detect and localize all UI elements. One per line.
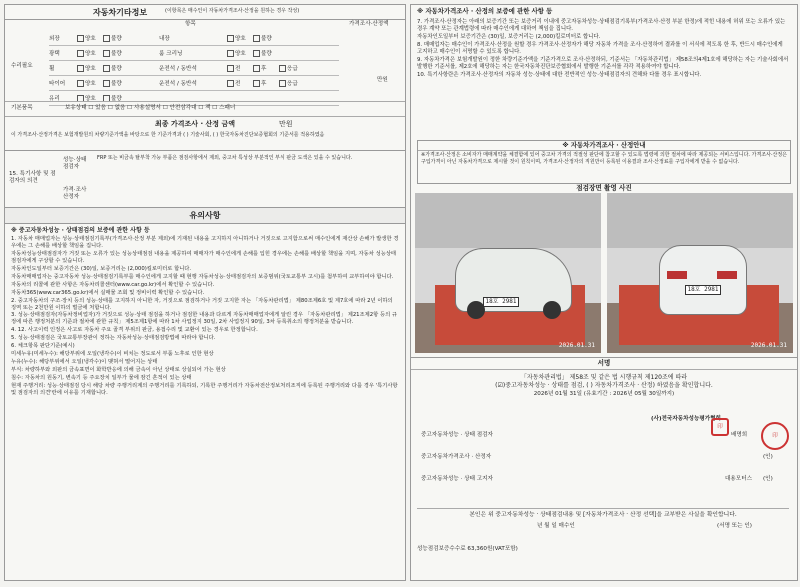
- repair-item-label: 광택: [49, 51, 60, 57]
- receipt-block: [417, 508, 789, 537]
- guarantee-item: 자동차인도일부터 보증기간은 (30)일, 보증거리는 (2,000)킬로미터로 합니다.: [417, 34, 601, 40]
- repair-option[interactable]: 불량: [103, 79, 122, 87]
- notes-block: [5, 225, 405, 581]
- final-price-unit: 만원: [279, 120, 293, 128]
- repair-sub-label: 룸 크리닝: [159, 51, 183, 57]
- guarantee-item: 10. 특기사항란은 가격조사·산정자의 자동차 성능·상태에 대한 전반적인 성능·상태점검자의 견해와 다를 경우 표시합니다.: [417, 72, 702, 78]
- plate-1: 18호 2981: [483, 297, 519, 307]
- seal-stamp-square: 印: [711, 418, 729, 436]
- signer2-mark: (인): [763, 454, 773, 460]
- repair-sub-label: 운전석 / 동반석: [159, 66, 197, 72]
- guarantee-item: 8. 매매업자는 매수인이 가격조사·산정을 원할 경우 가격조사·산정자가 해당 자동차 가격을 조사·산정하여 결과를 이 서식에 적도록 한 후, 반드시 매수인에게 고지하고 매수인이 서명할 수 있도록 합니다.: [417, 42, 783, 55]
- note-item: 3. 성능·상태점검자(자동차정비업자)가 거짓으로 성능·상태 점검을 하거나 점검한 내용과 다르게 자동차매매업자에게 알린 경우 「자동차관리법」 제21조제2항 등의 규정에 따른 행정처분의 기준과 절차에 관한 규칙」 제5조제1항에 따라 1차 사업정지 30일, 2차 사업정지 90일, 3차 등록취소의 행정처분을 받습니다.: [11, 312, 397, 326]
- appraisal-box: [417, 140, 791, 184]
- note-item: 자동차인도일부터 보증기간은 (30)일, 보증거리는 (2,000)킬로미터로 합니다.: [11, 266, 192, 273]
- guarantee-list: [417, 19, 789, 80]
- note-item: 2. 중고자동차의 구조·장치 등의 성능·상태를 고지하지 아니한 자, 거짓으로 점검하거나 거짓 고지한 자는 「자동차관리법」 제80조제6호 및 제7호에 따라 2년 이하의 징역 또는 2천만원 이하의 벌금에 처합니다.: [11, 297, 393, 311]
- signer3-name: 대용모터스: [725, 476, 753, 482]
- sign-text-1: 「자동차관리법」 제58조 및 같은 법 시행규칙 제120조에 따라: [520, 374, 688, 382]
- receipt-text: 본인은 위 중고자동차성능 · 상태점검내용 및 [자동차가격조사 · 산정 선택]을 교부받은 사실을 확인합니다.: [469, 512, 737, 518]
- note-item: 침수: 자동차의 원동기, 변속기 등 주요장치 일부가 물에 잠긴 흔적이 있는 상태: [11, 374, 192, 381]
- signer1-name: 배명희: [731, 432, 748, 438]
- price-unit: 만원: [377, 77, 388, 83]
- note-item: 5. 성능·상태점검은 국토교통부장관이 정하는 자동차성능·상태점검방법에 따라야 합니다.: [11, 335, 216, 342]
- special-notes-block: [5, 150, 405, 208]
- repair-option[interactable]: 양호: [77, 94, 96, 102]
- note-item: 4. 12. 사고이력 인정은 사고로 자동차 주요 골격 부위의 판금, 용접수리 및 교환이 있는 경우로 한정합니다.: [11, 327, 258, 334]
- note-item: 1. 자동차 매매업자는 성능·상태점검기록부(가격조사·산정 부분 제외)에 기재된 내용을 고지하지 아니하거나 거짓으로 고지함으로써 매수인에게 재산상 손해가 발생한 경우에는 그 손해를 배상할 책임을 집니다.: [11, 236, 399, 250]
- repair-sub-option[interactable]: 양호: [227, 34, 246, 42]
- appraisal-text: ※가격조사·산정은 소비자가 매매계약을 체결함에 있어 중고차 가격의 적절성 판단에 참고할 수 있도록 법령에 의한 절차에 따라 제공되는 서비스입니다. 가격조사·산정은 구입가격이 아닌 자동차가격으로 제시할 것이 원칙이며, 가격조사·산정자의 직원만이 등록된 이용결과 조사·산정료를 구입자에게 받을 수 없습니다.: [421, 152, 788, 165]
- repair-option[interactable]: 양호: [77, 49, 96, 57]
- note-item: 6. 체크항목 판단기준(예시): [11, 343, 75, 350]
- other-info-title: 자동차기타정보: [93, 8, 148, 17]
- special-label: 15. 특기사항 및 점검자의 의견: [9, 171, 56, 185]
- repair-item-label: 휠: [49, 66, 55, 72]
- col-header-price: 가격조사·산정액: [349, 21, 389, 27]
- timestamp-1: 2026.01.31: [558, 342, 595, 349]
- repair-label: 수리필요: [11, 63, 33, 69]
- basic-items-label: 기본품목: [11, 105, 33, 111]
- inspection-photo-side: [415, 193, 601, 353]
- repair-sub-option[interactable]: 양호: [227, 49, 246, 57]
- note-item: 누유(누수): 해당부위에서 오일(냉각수)이 맺혀서 떨어지는 상태: [11, 358, 158, 365]
- repair-item-label: 외장: [49, 36, 60, 42]
- repair-option[interactable]: 양호: [77, 79, 96, 87]
- note-item: 자동차성능상태점검자가 거짓 또는 오류가 있는 성능상태점검 내용을 제공하여 매매자가 매수인에게 손해를 입힌 경우에는 손해를 배상할 책임을 지며, 자동차 성능상태점검자에게 구상할 수 있습니다.: [11, 251, 397, 265]
- price-basis-text: 이 가격조사·산정가격은 보험개발원의 차량기준가액을 바탕으로 한 기준가격과 ( ) 기술사회, ( ) 한국자동차진단보증협회의 기준서를 적용하였음: [11, 132, 325, 138]
- signature-section: [411, 357, 797, 552]
- repair-sub-option[interactable]: 불량: [253, 34, 272, 42]
- receipt-date: 년 월 일 매수인: [537, 523, 575, 529]
- inspector-label: 성능·상태 점검자: [63, 157, 87, 171]
- other-info-note: (이항목은 매수인이 자동차가격조사·산정을 원하는 경우 작성): [165, 8, 300, 14]
- notes-heading: ※ 중고자동차성능 · 상태점검의 보증에 관한 사항 등: [11, 227, 150, 234]
- repair-option[interactable]: 양호: [77, 34, 96, 42]
- signer1-label: 중고자동차성능 · 상태 점검자: [421, 432, 493, 438]
- seal-stamp-1: 印: [761, 422, 789, 450]
- note-item: 자동차매매업자는 중고자동차 성능·상태점검기록부를 매수인에게 고지할 때 현행 자동차성능·상태점검자의 보증범위(국토교통부 고시)를 첨부하여 교부하여야 합니다.: [11, 273, 394, 280]
- repair-sub-option[interactable]: 불량: [253, 49, 272, 57]
- note-item: 부식: 차량하부와 외판의 금속표면이 화학반응에 의해 금속이 아닌 상태로 상실되어 가는 현상: [11, 366, 226, 373]
- repair-sub-option[interactable]: 응급: [279, 79, 298, 87]
- guarantee-heading: ※ 자동차가격조사 · 산정의 보증에 관한 사항 등: [417, 7, 553, 15]
- company-name: (사)전국자동차성능평가협회: [651, 416, 721, 422]
- repair-sub-label: 운전석 / 동반석: [159, 81, 197, 87]
- basic-items-value: 보유상태 ☐ 있음 ☐ 없음 ☐ 사용설명서 ☐ 안전삼각대 ☐ 잭 ☐ 스패너: [65, 105, 236, 111]
- repair-option[interactable]: 불량: [103, 34, 122, 42]
- note-item: 자동차의 리콜에 관한 사항은 자동차리콜센터(www.car.go.kr)에서 확인할 수 있습니다.: [11, 281, 215, 288]
- inspector-opinion: FRP 또는 비금속 탈부착 가능 부품은 점검사항에서 제외, 중고차 특성상 부분적인 부식 판금 도색은 있을 수 있습니다.: [97, 155, 353, 161]
- right-column: [410, 4, 798, 581]
- repair-row: [49, 61, 339, 76]
- repair-sub-option[interactable]: 응급: [279, 64, 298, 72]
- repair-item-label: 타이어: [49, 81, 66, 87]
- appraisal-heading: ※ 자동차가격조사 · 산정안내: [418, 141, 790, 151]
- signer2-label: 중고자동차가격조사 · 산정자: [421, 454, 492, 460]
- final-price-label: 최종 가격조사 · 산정 금액: [155, 120, 236, 128]
- fee-note: 성능점검보증수수료 63,360원(VAT포함): [417, 546, 518, 552]
- signer3-label: 중고자동차성능 · 상태 고지자: [421, 476, 493, 482]
- inspection-photo-rear: [607, 193, 793, 353]
- repair-sub-option[interactable]: 전: [227, 79, 240, 87]
- repair-sub-option[interactable]: 후: [253, 79, 266, 87]
- receipt-sign: (서명 또는 인): [717, 523, 752, 529]
- repair-option[interactable]: 불량: [103, 94, 122, 102]
- repair-sub-option[interactable]: 전: [227, 64, 240, 72]
- col-header-item: 항목: [185, 21, 196, 27]
- final-price-block: [5, 116, 405, 150]
- signer3-mark: (인): [763, 476, 773, 482]
- repair-option[interactable]: 양호: [77, 64, 96, 72]
- note-item: 자동차365(www.car365.go.kr)에서 실매물 조회 및 정비이력 확인할 수 있습니다.: [11, 289, 205, 296]
- repair-row: [49, 31, 339, 46]
- notes-list: [11, 236, 399, 396]
- timestamp-2: 2026.01.31: [750, 342, 787, 349]
- note-item: 미세누유(미세누수): 해당부위에 오일(냉각수)이 비치는 정도로서 부품 노후로 인한 현상: [11, 351, 214, 357]
- note-item: 현재 주행거리: 성능·상태점검 당시 해당 차량 주행거리계의 주행거리를 기록하되, 기록한 주행거리가 자동차전산정보처리조직에 등록된 주행거리와 다를 경우 '특기사항 및 점검자의 의견'란에 이유를 기재합니다.: [11, 382, 398, 396]
- other-info-header: [5, 5, 405, 20]
- sign-dates: 2026년 01월 31일 (유효기간 : 2026년 05월 30일까지): [533, 391, 675, 398]
- sign-heading: 서명: [411, 358, 797, 370]
- car-rear-view: [659, 245, 747, 315]
- repair-sub-label: 내장: [159, 36, 170, 42]
- repair-option[interactable]: 불량: [103, 49, 122, 57]
- repair-rows: [49, 31, 339, 106]
- guarantee-item: 7. 가격조사·산정자는 아래의 보증기간 또는 보증거리 이내에 중고자동차성능·상태점검기록부(가격조사·산정 부분 한정)에 적힌 내용에 허위 또는 오류가 있는 경우 계약 또는 관계법령에 따라 매수인에게 대하여 책임을 집니다.: [417, 19, 786, 32]
- repair-item-label: 유리: [49, 96, 60, 102]
- repair-option[interactable]: 불량: [103, 64, 122, 72]
- repair-sub-option[interactable]: 후: [253, 64, 266, 72]
- basic-items-row: [5, 101, 405, 117]
- photo-heading: 점검장면 촬영 사진: [576, 184, 632, 192]
- appraiser-label: 가격·조사 산정자: [63, 187, 87, 201]
- notes-title: 유의사항: [5, 208, 405, 224]
- plate-2: 18호 2981: [685, 285, 721, 295]
- repair-row: [49, 76, 339, 91]
- sign-text-2: (☑)중고자동차성능 · 상태를 점검, ( ) 자동차가격조사 · 산정) 하였음을 확인합니다.: [495, 381, 713, 389]
- left-column: [4, 4, 406, 581]
- repair-row: [49, 46, 339, 61]
- guarantee-item: 9. 자동차가격은 보험개발원이 정한 차량기준가액을 기준가격으로 조사·산정하되, 기준서는 「자동차관리법」 제58조의4제1호에 해당하는 자는 기술사회에서 발행한 기준서를, 제2호에 해당하는 자는 한국자동차진단보증협회에서 발행한 기준서를 각각 적용하여야 합니다.: [417, 57, 789, 70]
